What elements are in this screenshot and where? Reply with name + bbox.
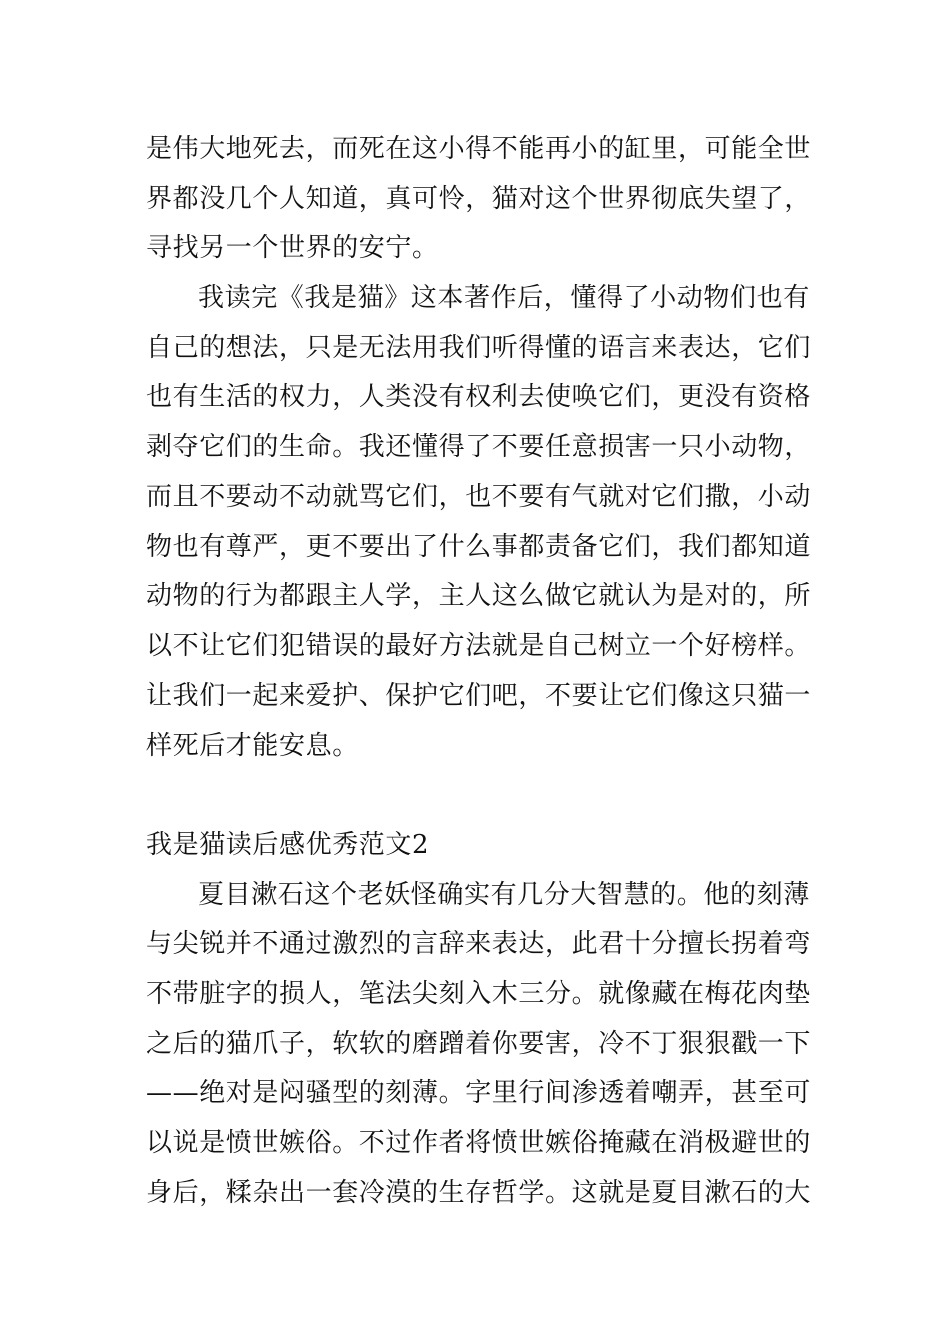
paragraph-line: ——绝对是闷骚型的刻薄。字里行间渗透着嘲弄，甚至可 bbox=[146, 1078, 812, 1108]
paragraph-line: 之后的猫爪子，软软的磨蹭着你要害，冷不丁狠狠戳一下 bbox=[146, 1029, 812, 1059]
paragraph-line: 我读完《我是猫》这本著作后，懂得了小动物们也有 bbox=[198, 283, 810, 313]
paragraph-line: 寻找另一个世界的安宁。 bbox=[146, 233, 439, 263]
paragraph-line: 物也有尊严，更不要出了什么事都责备它们，我们都知道 bbox=[146, 532, 812, 562]
paragraph-line: 也有生活的权力，人类没有权利去使唤它们，更没有资格 bbox=[146, 382, 812, 412]
paragraph-line: 身后，糅杂出一套冷漠的生存哲学。这就是夏目漱石的大 bbox=[146, 1178, 812, 1208]
paragraph-line: 以说是愤世嫉俗。不过作者将愤世嫉俗掩藏在消极避世的 bbox=[146, 1128, 812, 1158]
paragraph-line: 夏目漱石这个老妖怪确实有几分大智慧的。他的刻薄 bbox=[198, 880, 810, 910]
paragraph-line: 让我们一起来爱护、保护它们吧，不要让它们像这只猫一 bbox=[146, 681, 812, 711]
paragraph-line: 是伟大地死去，而死在这小得不能再小的缸里，可能全世 bbox=[146, 134, 812, 164]
paragraph-line: 自己的想法，只是无法用我们听得懂的语言来表达，它们 bbox=[146, 333, 812, 363]
paragraph-line: 剥夺它们的生命。我还懂得了不要任意损害一只小动物， bbox=[146, 432, 812, 462]
paragraph-line: 与尖锐并不通过激烈的言辞来表达，此君十分擅长拐着弯 bbox=[146, 929, 812, 959]
paragraph-line: 动物的行为都跟主人学，主人这么做它就认为是对的，所 bbox=[146, 581, 812, 611]
paragraph-line: 不带脏字的损人，笔法尖刻入木三分。就像藏在梅花肉垫 bbox=[146, 979, 812, 1009]
paragraph-line: 样死后才能安息。 bbox=[146, 731, 359, 761]
paragraph-line: 界都没几个人知道，真可怜，猫对这个世界彻底失望了， bbox=[146, 184, 812, 214]
paragraph-line: 而且不要动不动就骂它们，也不要有气就对它们撒，小动 bbox=[146, 482, 812, 512]
section-heading: 我是猫读后感优秀范文2 bbox=[146, 830, 430, 860]
paragraph-line: 以不让它们犯错误的最好方法就是自己树立一个好榜样。 bbox=[146, 631, 812, 661]
